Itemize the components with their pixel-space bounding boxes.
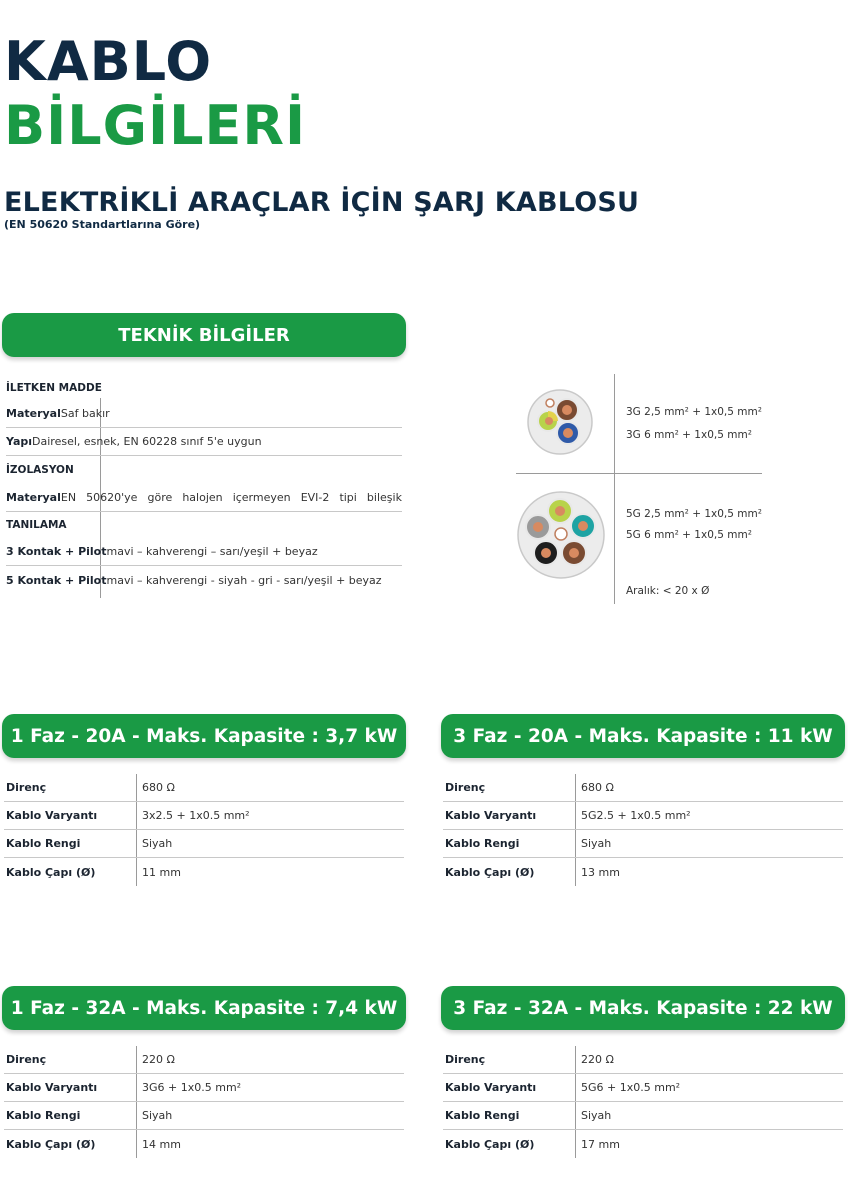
title-line-2: BİLGİLERİ	[4, 94, 307, 157]
structure-value: Dairesel, esnek, EN 60228 sınıf 5'e uygun	[32, 435, 262, 448]
five-contact-row	[6, 566, 402, 594]
spacing-label: Aralık: < 20 x Ø	[626, 585, 710, 597]
insulation-word: göre	[147, 491, 173, 504]
spec-1-diameter-row	[4, 858, 404, 886]
variant-key: Kablo Varyantı	[6, 1081, 98, 1094]
insulation-material-row	[6, 484, 402, 512]
resistance-value: 680 Ω	[142, 781, 175, 794]
diagram-horizontal-divider	[516, 473, 762, 474]
diameter-value: 11 mm	[142, 865, 181, 879]
spec-1-title: 1 Faz - 20A - Maks. Kapasite : 3,7 kW	[10, 725, 398, 747]
variant-value: 3x2.5 + 1x0.5 mm²	[142, 809, 250, 822]
resistance-value: 680 Ω	[581, 781, 614, 794]
standard-note: (EN 50620 Standartlarına Göre)	[4, 218, 201, 231]
spec-4-resistance-row	[443, 1046, 843, 1074]
spec-1-resistance-row	[4, 774, 404, 802]
spec-1-table	[4, 774, 404, 886]
three-contact-key: 3 Kontak + Pilot	[6, 545, 107, 558]
insulation-material-key: Materyal	[6, 491, 61, 504]
section-conductor-label: İLETKEN MADDE	[6, 382, 102, 394]
three-contact-value: mavi – kahverengi – sarı/yeşil + beyaz	[106, 545, 318, 558]
section-identification-label: TANILAMA	[6, 519, 67, 531]
variant-value: 5G2.5 + 1x0.5 mm²	[581, 809, 691, 822]
diameter-key: Kablo Çapı (Ø)	[6, 1137, 96, 1151]
conductor-material-key: Materyal	[6, 407, 61, 420]
diameter-key: Kablo Çapı (Ø)	[445, 865, 535, 879]
diagram-vertical-divider	[614, 374, 615, 604]
diameter-key: Kablo Çapı (Ø)	[445, 1137, 535, 1151]
color-value: Siyah	[142, 837, 173, 850]
diameter-key: Kablo Çapı (Ø)	[6, 865, 96, 879]
color-key: Kablo Rengi	[6, 837, 81, 850]
spec-2-resistance-row	[443, 774, 843, 802]
spec-1-variant-row	[4, 802, 404, 830]
tech-heading: TEKNİK BİLGİLER	[118, 324, 290, 346]
insulation-word: 50620'ye	[86, 491, 138, 504]
five-contact-value: mavi – kahverengi - siyah - gri - sarı/yeşil + beyaz	[106, 573, 382, 587]
spec-4-color-row	[443, 1102, 843, 1130]
structure-row	[6, 428, 402, 456]
variant-key: Kablo Varyantı	[445, 1081, 537, 1094]
title-line-1: KABLO	[4, 30, 213, 93]
spec-3-color-row	[4, 1102, 404, 1130]
color-value: Siyah	[142, 1109, 173, 1122]
spec-4-banner	[441, 986, 845, 1030]
insulation-word: EVI-2	[300, 491, 330, 504]
three-core-label-1: 3G 2,5 mm² + 1x0,5 mm²	[626, 406, 762, 418]
insulation-word: bileşik	[366, 491, 402, 504]
color-key: Kablo Rengi	[6, 1109, 81, 1122]
insulation-word: halojen	[182, 491, 223, 504]
insulation-word: içermeyen	[232, 491, 291, 504]
spec-3-title: 1 Faz - 32A - Maks. Kapasite : 7,4 kW	[10, 997, 398, 1019]
resistance-key: Direnç	[445, 781, 486, 794]
section-conductor	[6, 376, 402, 400]
spec-2-variant-row	[443, 802, 843, 830]
spec-3-banner	[2, 986, 406, 1030]
three-core-label-2: 3G 6 mm² + 1x0,5 mm²	[626, 429, 752, 441]
section-identification	[6, 512, 402, 538]
spec-1-banner	[2, 714, 406, 758]
five-contact-key: 5 Kontak + Pilot	[6, 573, 107, 587]
spec-4-title: 3 Faz - 32A - Maks. Kapasite : 22 kW	[453, 997, 833, 1019]
color-value: Siyah	[581, 1109, 612, 1122]
spec-4-variant-row	[443, 1074, 843, 1102]
spec-2-title: 3 Faz - 20A - Maks. Kapasite : 11 kW	[453, 725, 833, 747]
insulation-material-value	[61, 491, 402, 504]
variant-key: Kablo Varyantı	[6, 809, 98, 822]
section-insulation-label: İZOLASYON	[6, 464, 74, 476]
diameter-value: 13 mm	[581, 865, 620, 879]
spec-2-table	[443, 774, 843, 886]
cable-cross-section-diagram	[516, 374, 762, 604]
five-core-cable-icon	[516, 490, 606, 580]
resistance-key: Direnç	[445, 1053, 486, 1066]
spec-3-diameter-row	[4, 1130, 404, 1158]
spec-2-banner	[441, 714, 845, 758]
three-contact-row	[6, 538, 402, 566]
structure-key: Yapı	[6, 435, 33, 448]
tech-heading-banner	[2, 313, 406, 357]
three-core-cable-icon	[526, 388, 594, 456]
resistance-key: Direnç	[6, 781, 47, 794]
section-insulation	[6, 456, 402, 484]
five-core-label-2: 5G 6 mm² + 1x0,5 mm²	[626, 529, 752, 541]
resistance-value: 220 Ω	[142, 1053, 175, 1066]
spec-3-variant-row	[4, 1074, 404, 1102]
spec-1-color-row	[4, 830, 404, 858]
color-key: Kablo Rengi	[445, 1109, 520, 1122]
resistance-key: Direnç	[6, 1053, 47, 1066]
insulation-word: tipi	[339, 491, 357, 504]
spec-3-table	[4, 1046, 404, 1158]
spec-3-resistance-row	[4, 1046, 404, 1074]
diameter-value: 17 mm	[581, 1137, 620, 1151]
spec-4-diameter-row	[443, 1130, 843, 1158]
tech-table	[6, 376, 402, 594]
variant-value: 5G6 + 1x0.5 mm²	[581, 1081, 681, 1094]
resistance-value: 220 Ω	[581, 1053, 614, 1066]
conductor-material-value: Saf bakır	[60, 407, 110, 420]
conductor-material-row	[6, 400, 402, 428]
spec-2-color-row	[443, 830, 843, 858]
color-key: Kablo Rengi	[445, 837, 520, 850]
spec-2-diameter-row	[443, 858, 843, 886]
variant-value: 3G6 + 1x0.5 mm²	[142, 1081, 242, 1094]
spec-4-table	[443, 1046, 843, 1158]
diameter-value: 14 mm	[142, 1137, 181, 1151]
page-subtitle: ELEKTRİKLİ ARAÇLAR İÇİN ŞARJ KABLOSU	[4, 187, 640, 218]
variant-key: Kablo Varyantı	[445, 809, 537, 822]
color-value: Siyah	[581, 837, 612, 850]
five-core-label-1: 5G 2,5 mm² + 1x0,5 mm²	[626, 508, 762, 520]
insulation-word: EN	[60, 491, 77, 504]
